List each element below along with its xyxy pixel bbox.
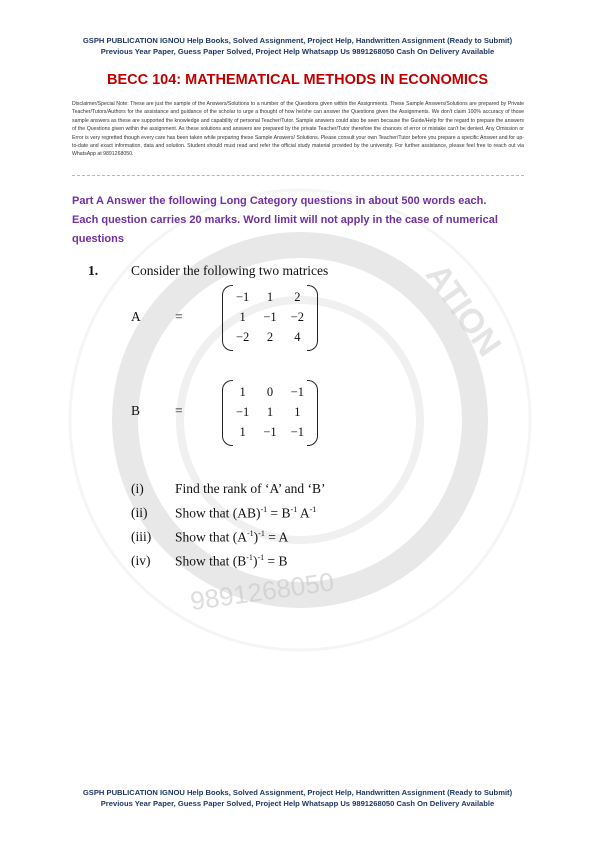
matrix-a-cell: 2	[294, 289, 301, 304]
svg-text:ATION: ATION	[417, 256, 509, 364]
subpart-number: (iv)	[131, 553, 151, 568]
matrix-b-cell: −1	[236, 404, 250, 419]
watermark-number: 9891268050	[188, 566, 336, 617]
part-a-line-2: Each question carries 20 marks. Word limit will not apply in the case of numerical	[72, 214, 498, 226]
subpart-number: (ii)	[131, 505, 148, 520]
page-header	[0, 35, 595, 57]
question-text: Consider the following two matrices	[131, 263, 329, 278]
subpart-text: Show that $(B^{-1})^{-1} = B$	[175, 553, 288, 569]
matrix-a-cell: −1	[236, 289, 250, 304]
matrix-b-cell: 0	[266, 384, 274, 399]
subpart-number: (iii)	[131, 529, 152, 544]
header-line-2: Previous Year Paper, Guess Paper Solved, Project Help Whatsapp Us 9891268050 Cash On Delivery Available	[100, 47, 495, 56]
matrix-b-label: B	[131, 403, 141, 418]
matrix-a-label: A	[131, 309, 141, 324]
matrix-a-cell: −1	[263, 309, 277, 324]
subpart-number: (i)	[131, 481, 144, 496]
disclaimer-text: Disclaimer/Special Note: These are just the sample of the Answers/Solutions to a number of the Questions given within the Assignments. These Sample Answers/Solutions are prepared by Private Teacher/Tutors/Authors for the assistance and guidance of the scholar to urge a thought of how he/she can answer the Questions given the Assignments. We don't claim 100% accuracy of those sample answers as these are supported the knowledge and capability of personal Teacher/Tutor. Sample answers could also be seen because the Guide/Help for the regard to prepare the answers of the Questions given within the assignment. As these solutions and answers are prepared by the private Teacher/Tutor therefore the chances of error or mistake can't be denied. Any Omission or Error is very regretted though every care has been taken while preparing these Sample Answers/ Solutions. Please consult your own Teacher/Tutor before you prepare a specific Answer and for up-to-date and exact information, data and solution. Student should must read and refer the official study material provided by the university. For further assistance, please feel free to reach out via WhatsApp at 9891268050.	[72, 101, 524, 158]
footer-line-1: GSPH PUBLICATION IGNOU Help Books, Solved Assignment, Project Help, Handwritten Assignment (Ready to Submit)	[82, 788, 513, 797]
subpart-text: Show that $(A^{-1})^{-1} = A$	[175, 529, 289, 545]
matrix-a-cell: −2	[290, 309, 304, 324]
matrix-b-cell: −1	[290, 384, 304, 399]
matrix-b-cell: −1	[290, 424, 304, 439]
matrix-b-cell: 1	[239, 384, 246, 399]
matrix-a-cell: 4	[294, 329, 301, 344]
matrix-b-cell: −1	[263, 424, 277, 439]
footer-line-2: Previous Year Paper, Guess Paper Solved, Project Help Whatsapp Us 9891268050 Cash On Delivery Available	[100, 799, 495, 808]
matrix-a-cell: 2	[266, 329, 274, 344]
header-line-1: GSPH PUBLICATION IGNOU Help Books, Solved Assignment, Project Help, Handwritten Assignment (Ready to Submit)	[82, 36, 513, 45]
matrix-a-equals: =	[175, 309, 183, 324]
matrix-b-cell: 1	[239, 424, 246, 439]
divider	[72, 175, 524, 176]
part-a-instructions	[72, 192, 532, 249]
matrix-a-cell: 1	[266, 289, 274, 304]
matrix-b	[222, 380, 318, 444]
part-a-line-1: Part A Answer the following Long Category questions in about 500 words each.	[72, 195, 487, 207]
matrix-b-cell: 1	[266, 404, 274, 419]
document-title: BECC 104: MATHEMATICAL METHODS IN ECONOMICS	[106, 72, 489, 88]
part-a-line-3: questions	[72, 233, 124, 245]
question-number: 1.	[88, 263, 99, 278]
subpart-text: Find the rank of ‘A’ and ‘B’	[175, 481, 326, 496]
matrix-b-equals: =	[175, 403, 183, 418]
matrix-a-cell: 1	[239, 309, 246, 324]
subpart-text: Show that $(AB)^{-1} = B^{-1}$ $A^{-1}$	[175, 505, 317, 521]
page-footer	[0, 787, 595, 809]
matrix-a-cell: −2	[236, 329, 250, 344]
matrix-b-cell: 1	[294, 404, 301, 419]
matrix-a	[222, 285, 318, 349]
